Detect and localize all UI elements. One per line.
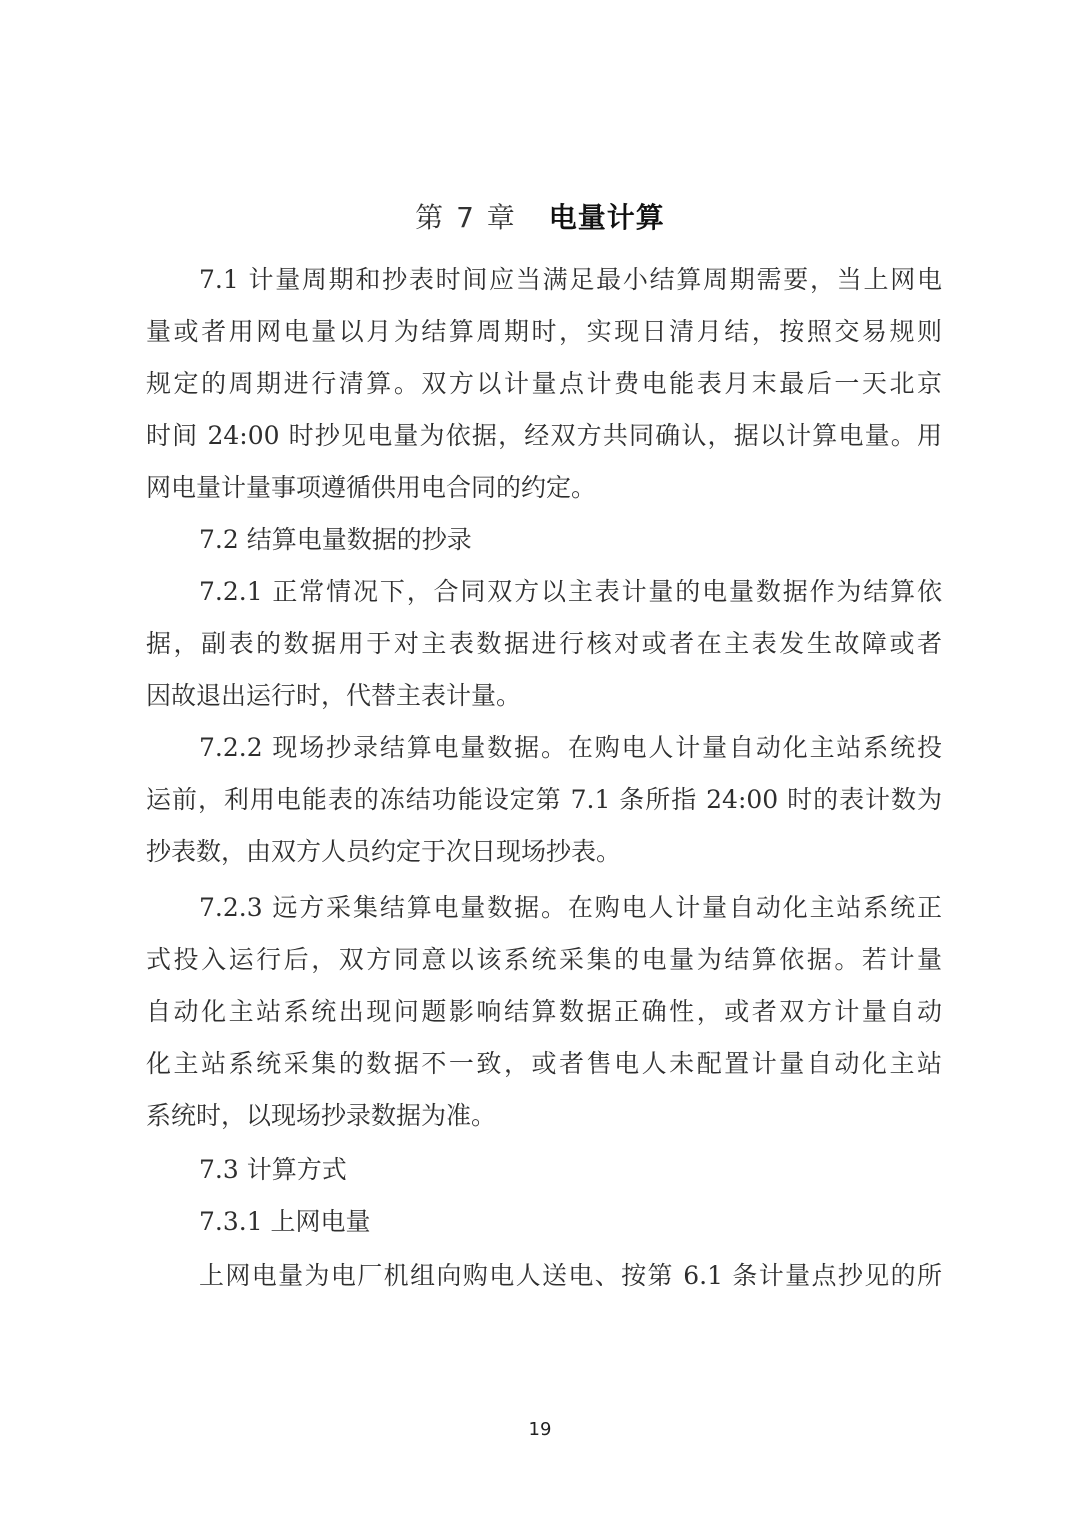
page-number: 19 — [528, 1419, 552, 1440]
text-line: 7.2.1 正常情况下，合同双方以主表计量的电量数据作为结算依 — [199, 577, 942, 606]
text-line: 7.2.2 现场抄录结算电量数据。在购电人计量自动化主站系统投 — [199, 733, 942, 762]
text-line: 式投入运行后，双方同意以该系统采集的电量为结算依据。若计量 — [146, 945, 942, 974]
text-line: 7.2.3 远方采集结算电量数据。在购电人计量自动化主站系统正 — [199, 893, 942, 922]
chapter-heading — [0, 198, 1080, 238]
text-line: 上网电量为电厂机组向购电人送电、按第 6.1 条计量点抄见的所 — [199, 1261, 942, 1290]
text-line: 抄表数，由双方人员约定于次日现场抄表。 — [146, 837, 622, 866]
text-line: 7.3.1 上网电量 — [199, 1207, 371, 1236]
text-line: 网电量计量事项遵循供用电合同的约定。 — [146, 473, 597, 502]
chapter-number: 第 7 章 — [415, 201, 517, 234]
text-line: 系统时，以现场抄录数据为准。 — [146, 1101, 497, 1130]
text-line: 因故退出运行时，代替主表计量。 — [146, 681, 522, 710]
text-line: 7.1 计量周期和抄表时间应当满足最小结算周期需要，当上网电 — [199, 265, 942, 294]
text-line: 7.3 计算方式 — [199, 1155, 347, 1184]
chapter-title: 电量计算 — [548, 201, 665, 234]
text-line: 7.2 结算电量数据的抄录 — [199, 525, 472, 554]
text-line: 据，副表的数据用于对主表数据进行核对或者在主表发生故障或者 — [146, 629, 942, 658]
text-line: 自动化主站系统出现问题影响结算数据正确性，或者双方计量自动 — [146, 997, 942, 1026]
text-line: 量或者用网电量以月为结算周期时，实现日清月结，按照交易规则 — [146, 317, 942, 346]
text-line: 化主站系统采集的数据不一致，或者售电人未配置计量自动化主站 — [146, 1049, 942, 1078]
text-line: 时间 24:00 时抄见电量为依据，经双方共同确认，据以计算电量。用 — [146, 421, 942, 450]
text-line: 运前，利用电能表的冻结功能设定第 7.1 条所指 24:00 时的表计数为 — [146, 785, 942, 814]
text-line: 规定的周期进行清算。双方以计量点计费电能表月末最后一天北京 — [146, 369, 942, 398]
